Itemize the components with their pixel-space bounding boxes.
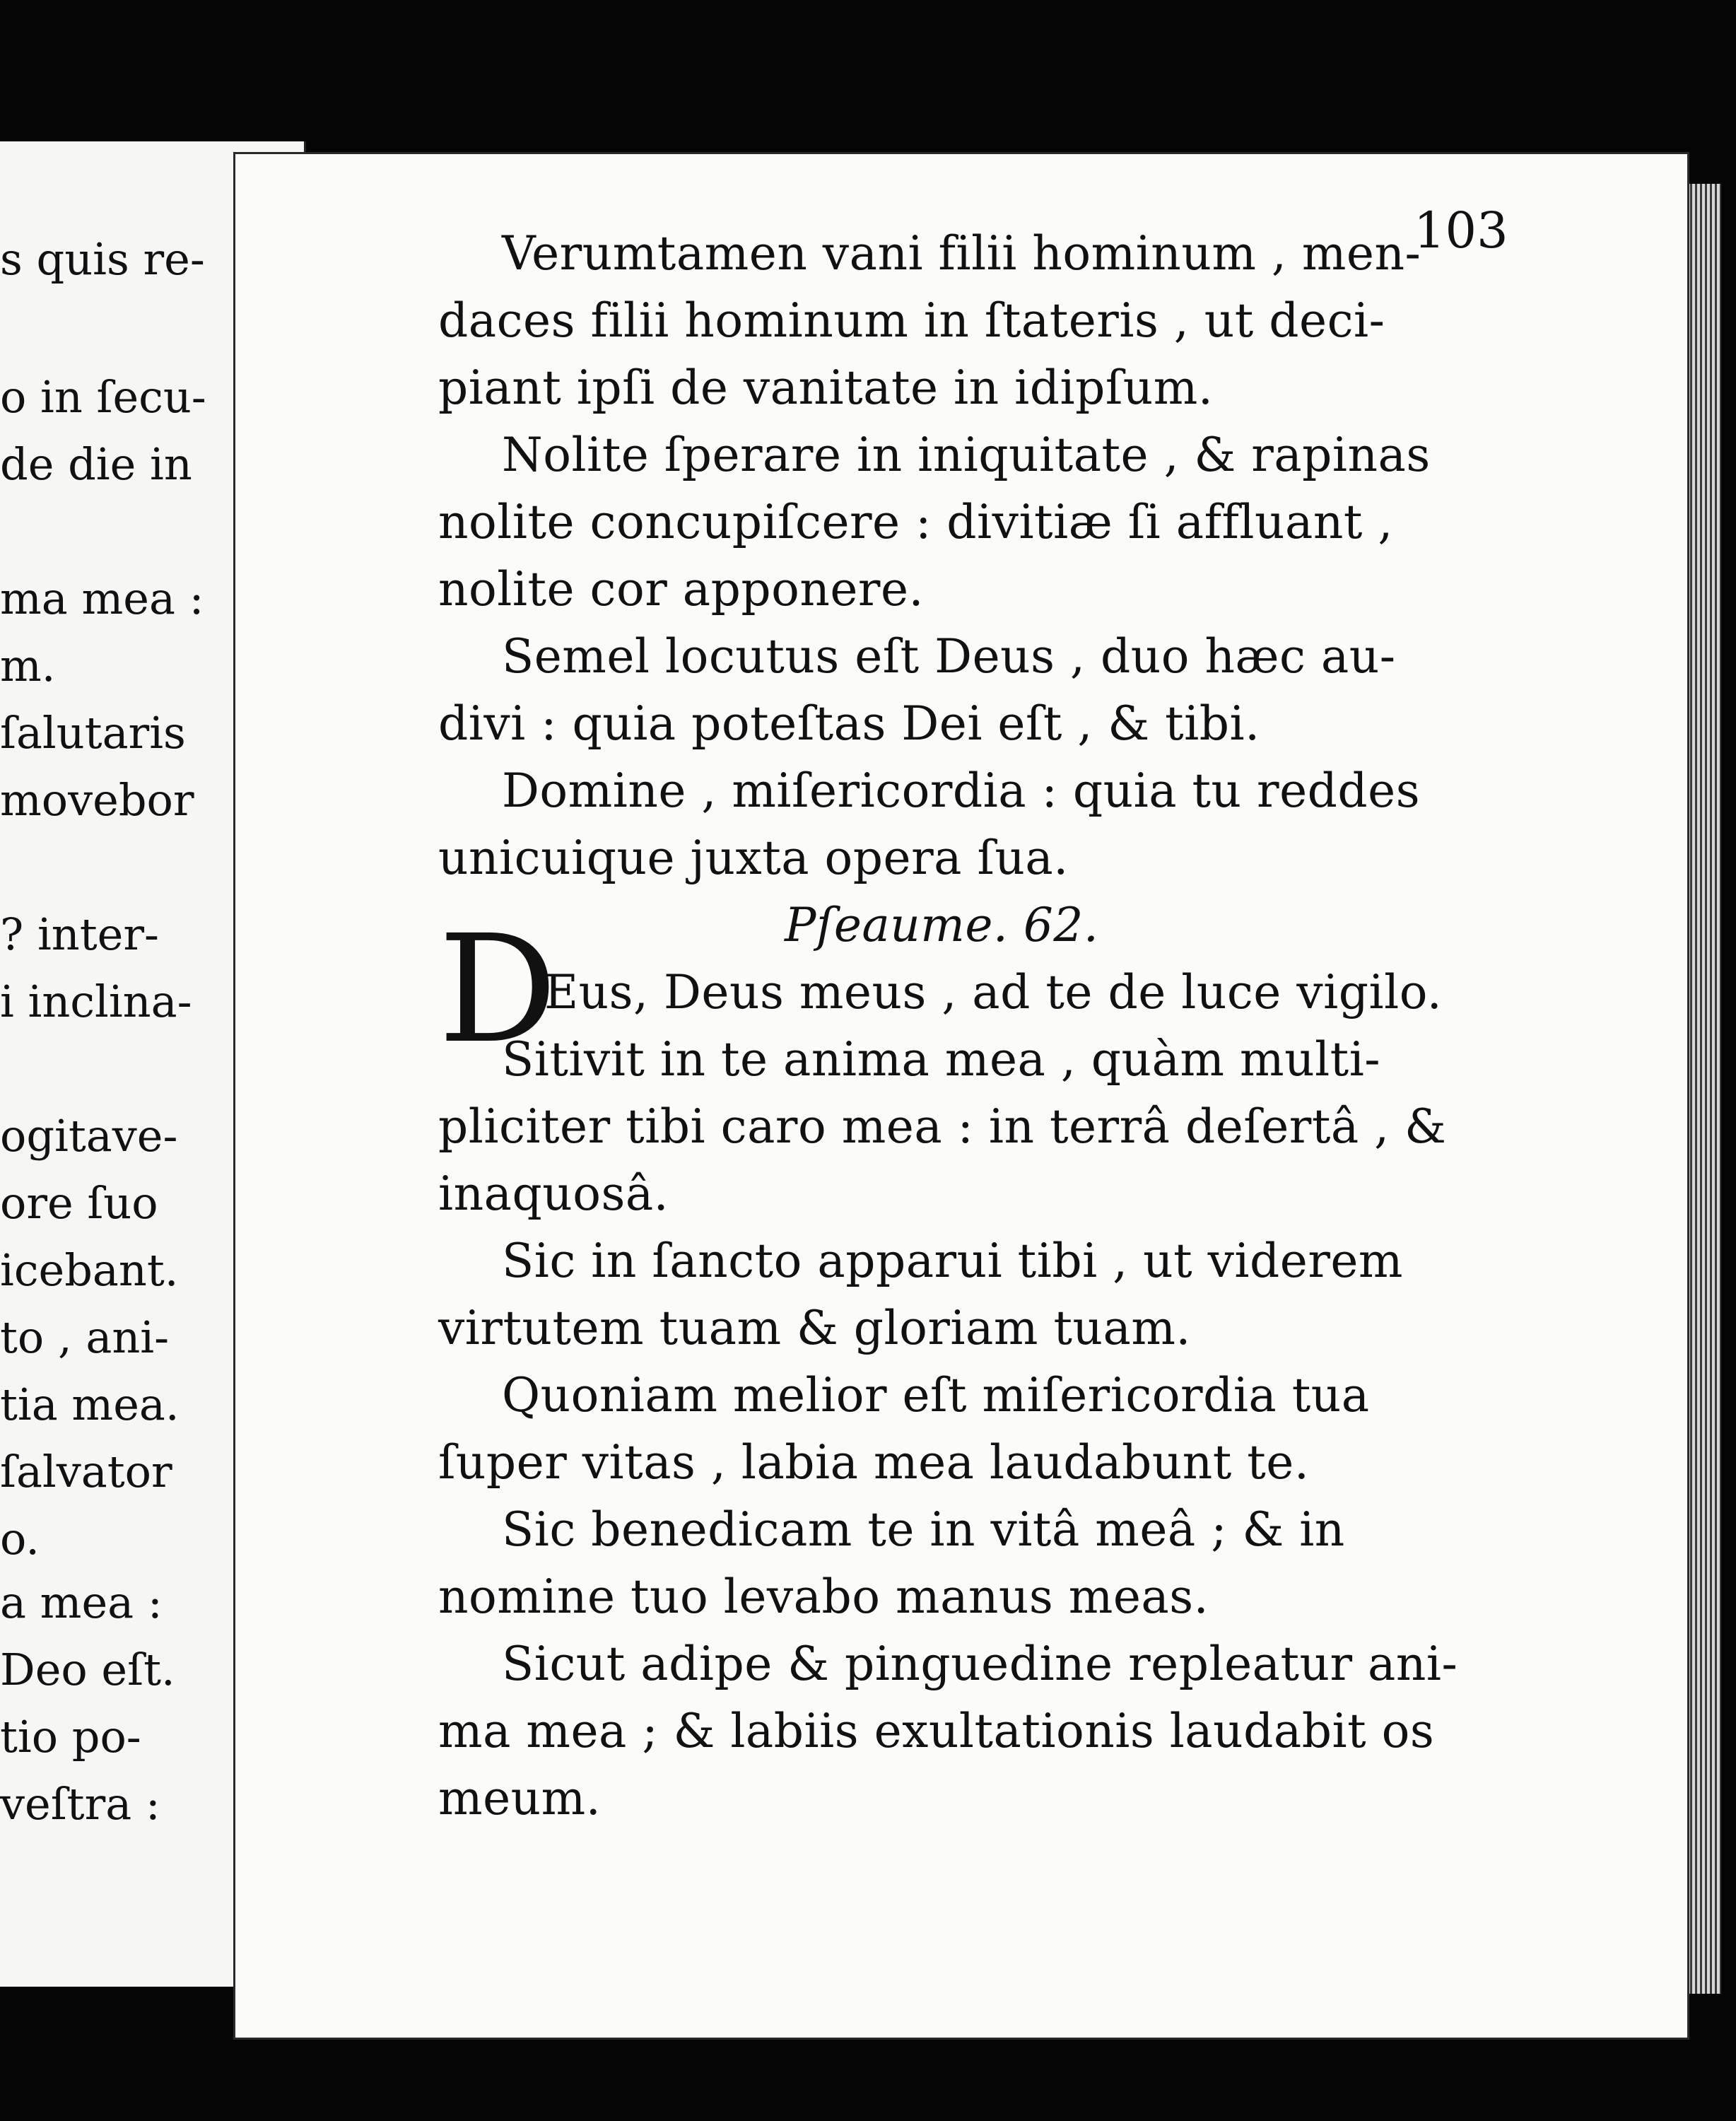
psalm-line: inaquosâ. xyxy=(438,1167,669,1221)
left-line: a mea : xyxy=(0,1577,163,1628)
psalm-line: Sic in ſancto apparui tibi , ut viderem xyxy=(502,1234,1404,1288)
left-line: ore ſuo xyxy=(0,1177,158,1229)
psalm-line: virtutem tuam & gloriam tuam. xyxy=(438,1301,1191,1355)
text-line: Verumtamen vani filii hominum , men- xyxy=(502,226,1421,281)
left-line: o. xyxy=(0,1513,40,1565)
left-line: m. xyxy=(0,640,56,691)
text-line: divi : quia poteſtas Dei eſt , & tibi. xyxy=(438,696,1260,751)
text-line: Nolite ſperare in iniquitate , & rapinas xyxy=(502,428,1431,482)
left-line: o in ſecu- xyxy=(0,371,206,423)
page-number: 103 xyxy=(1414,201,1508,259)
left-line: movebor xyxy=(0,774,194,826)
left-line: icebant. xyxy=(0,1244,179,1296)
left-line: i inclina- xyxy=(0,976,192,1027)
left-line: de die in xyxy=(0,438,192,490)
left-line: s quis re- xyxy=(0,233,205,285)
psalm-line: ſuper vitas , labia mea laudabunt te. xyxy=(438,1435,1310,1490)
psalm-line: meum. xyxy=(438,1771,602,1825)
text-line: Semel locutus eſt Deus , duo hæc au- xyxy=(502,629,1396,684)
text-line: Domine , miſericordia : quia tu reddes xyxy=(502,764,1421,818)
left-line: ma mea : xyxy=(0,573,204,624)
psalm-line: Sicut adipe & pinguedine repleatur ani- xyxy=(502,1637,1458,1691)
left-line: ſalvator xyxy=(0,1446,172,1497)
psalm-line: pliciter tibi caro mea : in terrâ deſertâ , & xyxy=(438,1099,1447,1154)
right-page xyxy=(233,152,1689,2040)
psalm-heading: Pſeaume. 62. xyxy=(785,898,1099,952)
left-line: to , ani- xyxy=(0,1311,170,1363)
psalm-line: Sitivit in te anima mea , quàm multi- xyxy=(502,1032,1381,1087)
psalm-first-line: Eus, Deus meus , ad te de luce vigilo. xyxy=(544,965,1443,1019)
left-line: Deo eſt. xyxy=(0,1644,175,1695)
left-line: ſalutaris xyxy=(0,707,186,759)
text-line: unicuique juxta opera ſua. xyxy=(438,831,1069,885)
text-line: nolite concupiſcere : divitiæ ſi affluant , xyxy=(438,495,1393,549)
left-line: tio po- xyxy=(0,1711,141,1763)
psalm-line: nomine tuo levabo manus meas. xyxy=(438,1570,1209,1624)
text-line: nolite cor apponere. xyxy=(438,562,924,617)
psalm-line: Sic benedicam te in vitâ meâ ; & in xyxy=(502,1502,1345,1557)
drop-cap: D xyxy=(438,903,558,1076)
psalm-line: ma mea ; & labiis exultationis laudabit os xyxy=(438,1704,1435,1758)
left-line: tia mea. xyxy=(0,1379,180,1430)
psalm-line: Quoniam melior eſt miſericordia tua xyxy=(502,1368,1370,1422)
text-line: piant ipſi de vanitate in idipſum. xyxy=(438,361,1214,415)
left-line: ? inter- xyxy=(0,908,159,960)
left-line: ogitave- xyxy=(0,1110,178,1162)
text-line: daces filii hominum in ſtateris , ut deci- xyxy=(438,293,1385,348)
left-line: veſtra : xyxy=(0,1778,160,1830)
